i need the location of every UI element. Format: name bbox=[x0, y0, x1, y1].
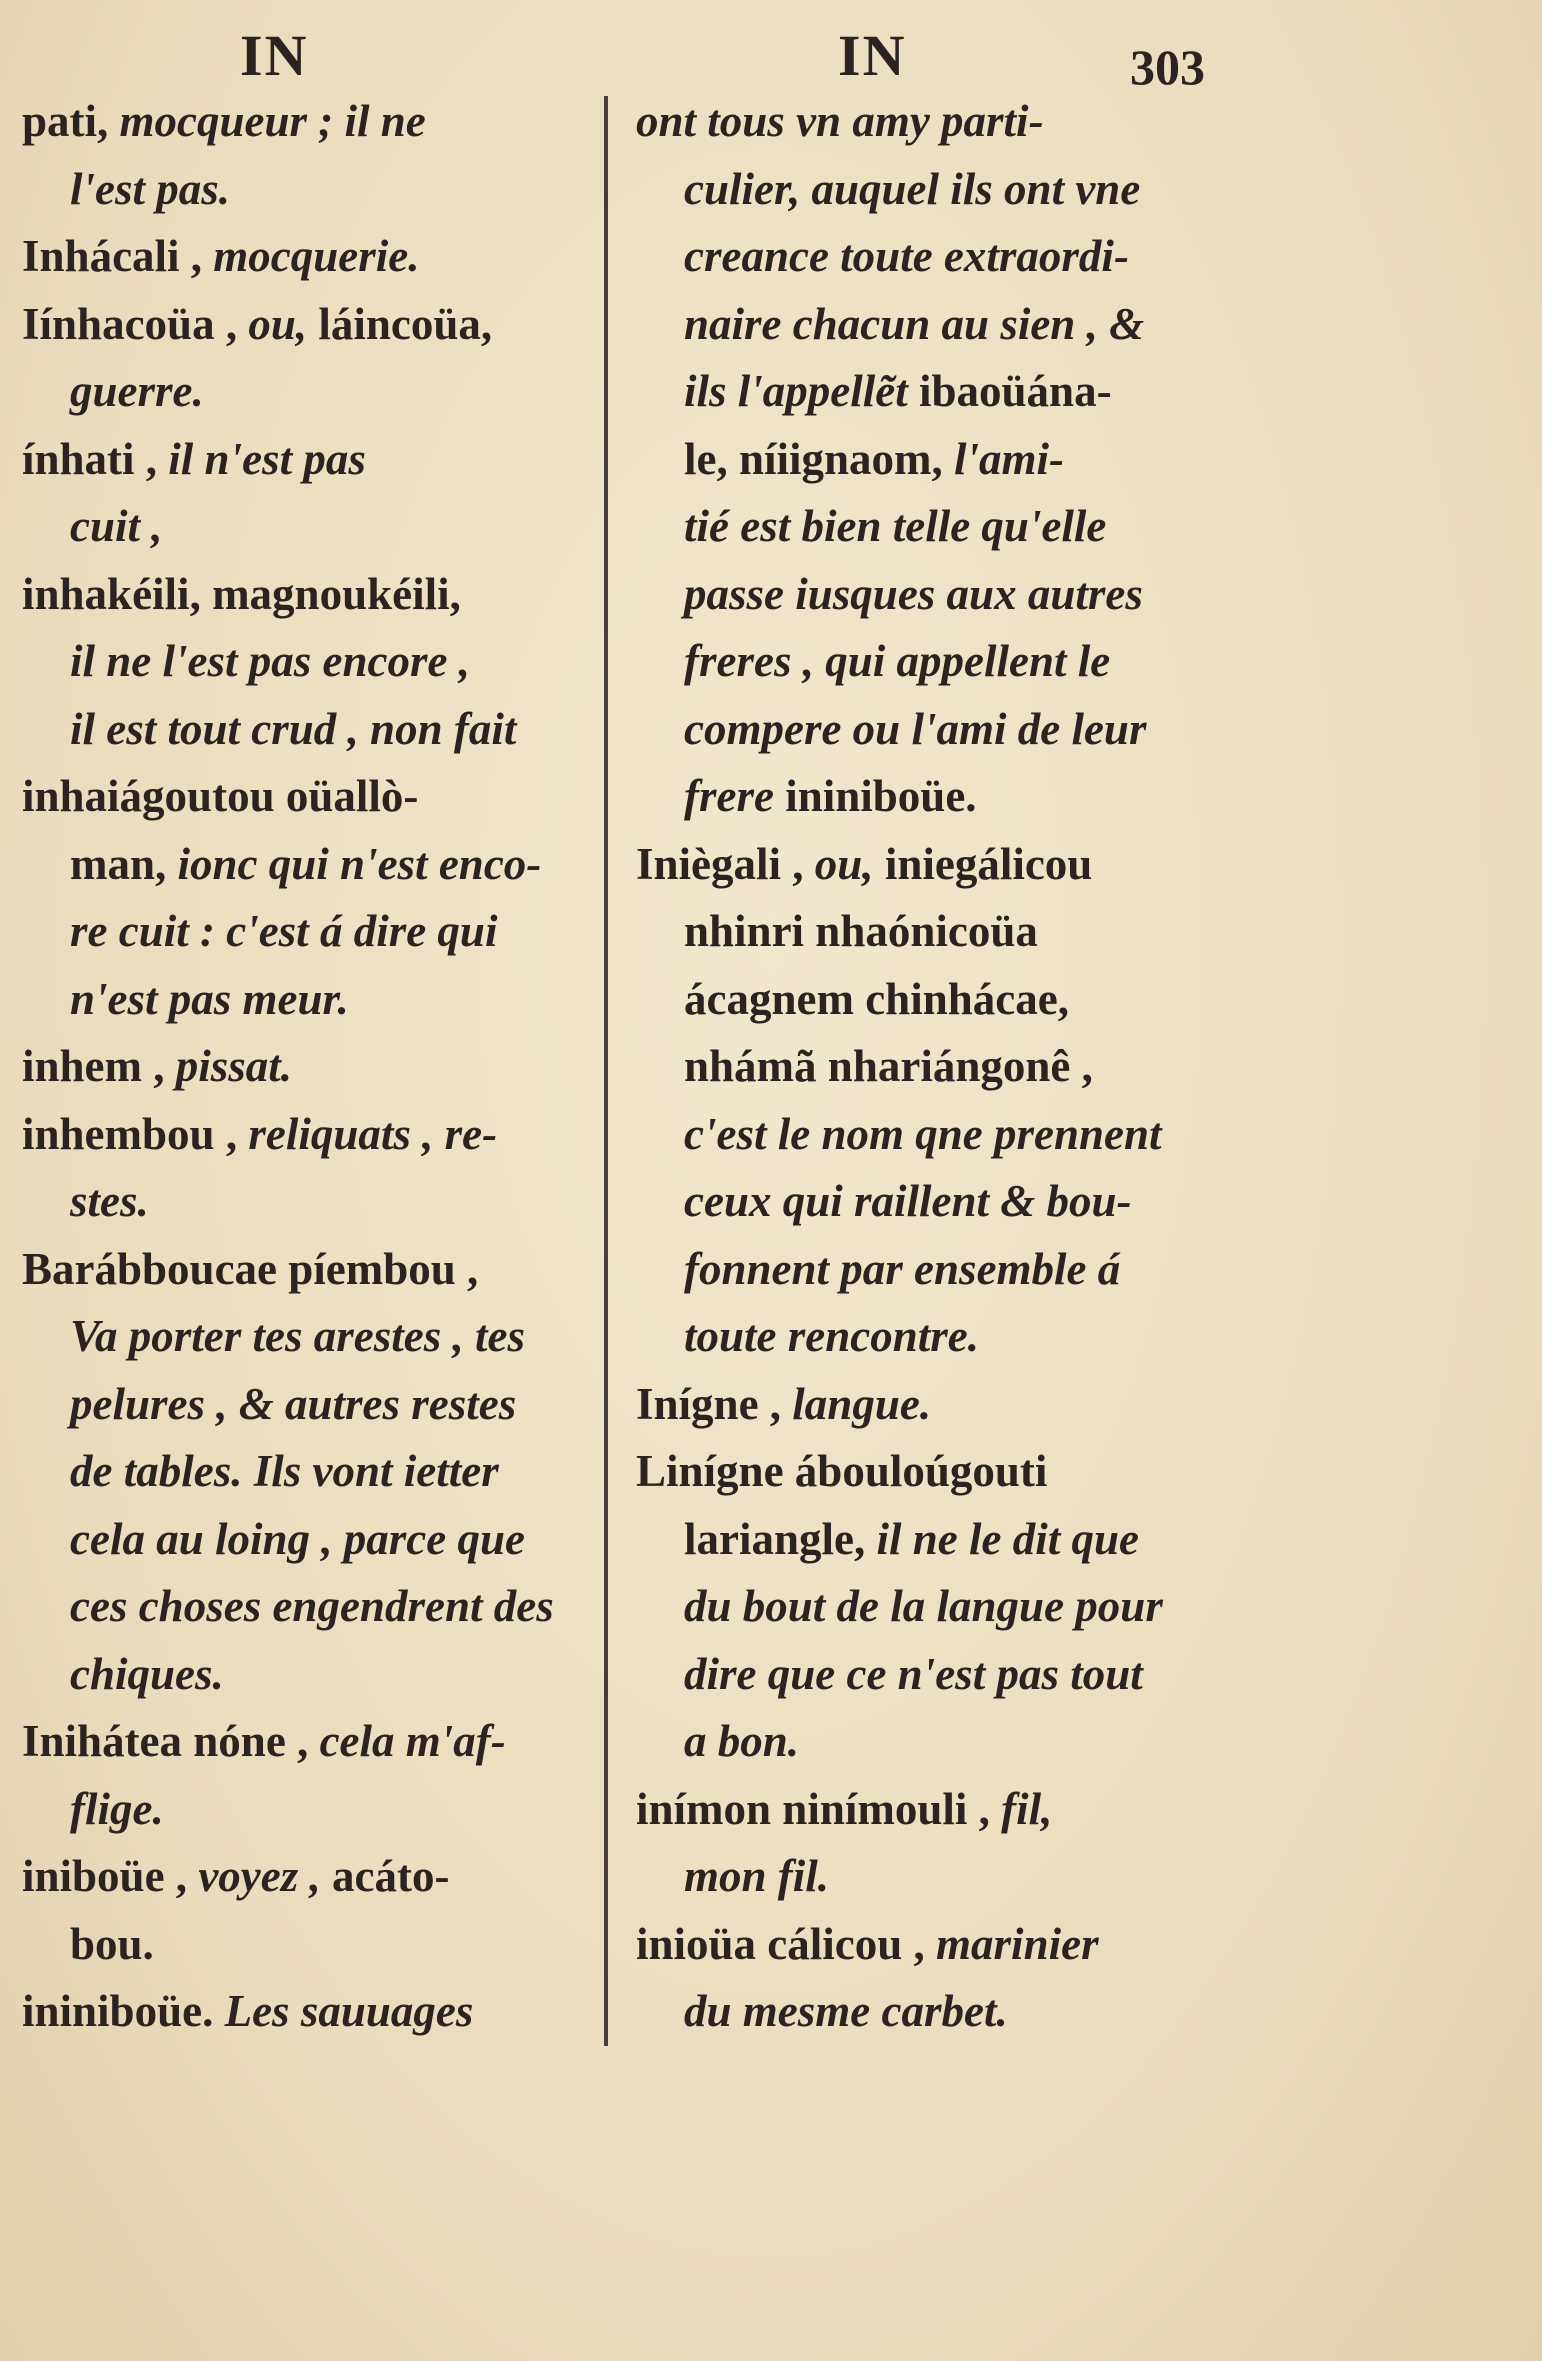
italic-span: il ne le dit que bbox=[876, 1513, 1139, 1564]
text-line bbox=[22, 1168, 590, 1236]
text-line bbox=[22, 696, 590, 764]
text-line bbox=[636, 1101, 1226, 1169]
italic-span: du mesme carbet. bbox=[684, 1986, 1008, 2036]
roman-span: iniegálicou bbox=[884, 838, 1093, 889]
italic-span: l'est pas. bbox=[70, 163, 231, 214]
text-line bbox=[22, 1371, 590, 1439]
text-line bbox=[22, 1573, 590, 1641]
roman-span: ininiboüe. bbox=[22, 1986, 225, 2036]
roman-span: lariangle, bbox=[684, 1513, 877, 1564]
text-line bbox=[636, 898, 1226, 966]
text-line bbox=[636, 763, 1226, 831]
text-line bbox=[22, 156, 590, 224]
italic-span: l'ami- bbox=[954, 433, 1065, 484]
page-number: 303 bbox=[1130, 39, 1205, 95]
roman-span: acáto- bbox=[332, 1851, 450, 1901]
italic-span: creance toute extraordi- bbox=[684, 231, 1129, 281]
roman-span: Iniègali , bbox=[636, 838, 815, 889]
text-line bbox=[636, 1033, 1226, 1101]
text-line bbox=[22, 628, 590, 696]
italic-span: n'est pas meur. bbox=[70, 973, 349, 1024]
roman-span: inioüa cálicou , bbox=[636, 1918, 937, 1969]
italic-span: il est tout crud , non fait bbox=[70, 703, 517, 754]
text-line bbox=[22, 1776, 590, 1844]
text-line bbox=[22, 1438, 590, 1506]
roman-span: le, níiignaom, bbox=[684, 433, 955, 484]
italic-span: ils l'appellẽt bbox=[684, 366, 919, 416]
italic-span: c'est le nom qne prennent bbox=[684, 1108, 1162, 1159]
roman-span: inhakéili, magnoukéili, bbox=[22, 568, 461, 619]
text-line bbox=[22, 763, 590, 831]
italic-span: toute rencontre. bbox=[684, 1311, 980, 1361]
text-line bbox=[22, 561, 590, 629]
italic-span: mocqueur ; il ne bbox=[119, 96, 426, 146]
running-head-right: IN bbox=[838, 23, 907, 88]
italic-span: marinier bbox=[936, 1918, 1099, 1969]
italic-span: langue. bbox=[792, 1378, 932, 1429]
text-line bbox=[636, 1573, 1226, 1641]
roman-span: man, bbox=[70, 838, 178, 889]
roman-span: Iínhacoüa , bbox=[22, 298, 249, 349]
text-line bbox=[636, 1371, 1226, 1439]
italic-span: cela au loing , parce que bbox=[70, 1513, 525, 1564]
text-line bbox=[22, 1506, 590, 1574]
italic-span: cuit , bbox=[70, 501, 163, 551]
text-line bbox=[636, 831, 1226, 899]
italic-span: re cuit : c'est á dire qui bbox=[70, 906, 498, 956]
roman-span: ínhati , bbox=[22, 433, 169, 484]
text-line bbox=[636, 1843, 1226, 1911]
italic-span: pissat. bbox=[175, 1041, 293, 1091]
text-line bbox=[22, 1843, 590, 1911]
text-line bbox=[22, 1641, 590, 1709]
italic-span: ionc qui n'est enco- bbox=[177, 838, 542, 889]
italic-span: ceux qui raillent & bou- bbox=[684, 1176, 1132, 1226]
text-line bbox=[22, 1236, 590, 1304]
italic-span: pelures , & autres restes bbox=[70, 1378, 517, 1429]
italic-span: Va porter tes arestes , tes bbox=[70, 1311, 525, 1361]
roman-span: Barábboucae píembou , bbox=[22, 1243, 479, 1294]
text-line bbox=[22, 1033, 590, 1101]
italic-span: chiques. bbox=[70, 1648, 224, 1699]
italic-span: passe iusques aux autres bbox=[684, 568, 1143, 619]
text-line bbox=[636, 88, 1226, 156]
text-line bbox=[636, 493, 1226, 561]
text-line bbox=[22, 88, 590, 156]
text-line bbox=[636, 1708, 1226, 1776]
text-line bbox=[22, 1101, 590, 1169]
roman-span: Inhácali , bbox=[22, 231, 214, 281]
italic-span: ces choses engendrent des bbox=[70, 1581, 554, 1631]
text-line bbox=[636, 1168, 1226, 1236]
italic-span: ont tous vn amy parti- bbox=[636, 96, 1044, 146]
roman-span: inhembou , bbox=[22, 1108, 249, 1159]
italic-span: ou, bbox=[248, 298, 319, 349]
italic-span: flige. bbox=[70, 1783, 164, 1834]
italic-span: tié est bien telle qu'elle bbox=[684, 501, 1107, 551]
italic-span: cela m'af- bbox=[319, 1716, 506, 1766]
text-line bbox=[22, 966, 590, 1034]
italic-span: fil, bbox=[1001, 1783, 1053, 1834]
italic-span: naire chacun au sien , & bbox=[684, 298, 1145, 349]
text-line bbox=[636, 1236, 1226, 1304]
text-line bbox=[22, 223, 590, 291]
roman-span: inímon ninímouli , bbox=[636, 1783, 1002, 1834]
roman-span: ácagnem chinhácae, bbox=[684, 973, 1069, 1024]
italic-span: du bout de la langue pour bbox=[684, 1581, 1163, 1631]
italic-span: mocquerie. bbox=[213, 231, 420, 281]
left-column bbox=[22, 88, 590, 2046]
text-line bbox=[22, 831, 590, 899]
running-head-left: IN bbox=[240, 23, 309, 88]
italic-span: a bon. bbox=[684, 1716, 800, 1766]
right-column bbox=[636, 88, 1226, 2046]
text-line bbox=[22, 426, 590, 494]
text-line bbox=[22, 898, 590, 966]
italic-span: guerre. bbox=[70, 366, 204, 416]
text-line bbox=[22, 1303, 590, 1371]
text-line bbox=[22, 291, 590, 359]
text-line bbox=[636, 156, 1226, 224]
italic-span: reliquats , re- bbox=[248, 1108, 498, 1159]
text-line bbox=[22, 1911, 590, 1979]
text-line bbox=[636, 358, 1226, 426]
italic-span: compere ou l'ami de leur bbox=[684, 703, 1147, 754]
roman-span: ibaoüána- bbox=[918, 366, 1112, 416]
text-line bbox=[22, 1708, 590, 1776]
text-line bbox=[636, 1438, 1226, 1506]
roman-span: nhámã nhariángonê , bbox=[684, 1041, 1093, 1091]
column-rule bbox=[604, 96, 608, 2046]
italic-span: voyez , bbox=[198, 1851, 332, 1901]
italic-span: de tables. Ils vont ietter bbox=[70, 1446, 499, 1496]
text-line bbox=[636, 1978, 1226, 2046]
italic-span: il n'est pas bbox=[168, 433, 366, 484]
text-line bbox=[636, 696, 1226, 764]
italic-span: il ne l'est pas encore , bbox=[70, 636, 470, 686]
text-line bbox=[636, 223, 1226, 291]
text-line bbox=[636, 1506, 1226, 1574]
text-line bbox=[636, 628, 1226, 696]
italic-span: ou, bbox=[814, 838, 885, 889]
roman-span: bou. bbox=[70, 1918, 154, 1969]
text-line bbox=[636, 1641, 1226, 1709]
roman-span: pati, bbox=[22, 96, 120, 146]
roman-span: láincoüa, bbox=[318, 298, 493, 349]
text-line bbox=[636, 291, 1226, 359]
text-line bbox=[636, 1303, 1226, 1371]
roman-span: nhinri nhaónicoüa bbox=[684, 906, 1038, 956]
roman-span: iniboüe , bbox=[22, 1851, 199, 1901]
roman-span: ininiboüe. bbox=[785, 771, 977, 821]
roman-span: Inihátea nóne , bbox=[22, 1716, 320, 1766]
italic-span: freres , qui appellent le bbox=[684, 636, 1111, 686]
roman-span: inhem , bbox=[22, 1041, 176, 1091]
italic-span: Les sauuages bbox=[224, 1986, 474, 2036]
text-line bbox=[22, 493, 590, 561]
italic-span: stes. bbox=[70, 1176, 149, 1226]
italic-span: fonnent par ensemble á bbox=[684, 1243, 1121, 1294]
italic-span: frere bbox=[684, 771, 786, 821]
text-line bbox=[636, 426, 1226, 494]
text-line bbox=[636, 966, 1226, 1034]
roman-span: Inígne , bbox=[636, 1378, 793, 1429]
text-line bbox=[22, 1978, 590, 2046]
text-line bbox=[636, 1911, 1226, 1979]
italic-span: culier, auquel ils ont vne bbox=[684, 163, 1141, 214]
roman-span: Linígne ábouloúgouti bbox=[636, 1446, 1048, 1496]
italic-span: mon fil. bbox=[684, 1851, 830, 1901]
text-line bbox=[636, 561, 1226, 629]
text-line bbox=[22, 358, 590, 426]
text-line bbox=[636, 1776, 1226, 1844]
italic-span: dire que ce n'est pas tout bbox=[684, 1648, 1143, 1699]
roman-span: inhaiágoutou oüallò- bbox=[22, 771, 419, 821]
